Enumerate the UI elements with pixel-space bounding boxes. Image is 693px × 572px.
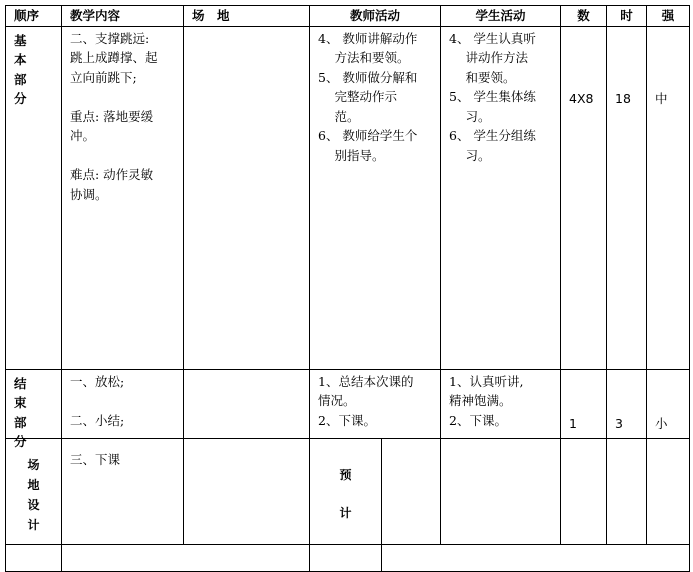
section-label-ending: 结 束 部 分 [6, 369, 62, 544]
pre-label: 预 计 [310, 439, 382, 572]
site-design-table [5, 438, 690, 572]
header-order: 顺序 [6, 6, 62, 27]
count-ending: 1 [561, 369, 607, 544]
header-teacher: 教师活动 [310, 6, 441, 27]
student-activity-basic: 4、 学生认真听 讲动作方法 和要领。 5、 学生集体练 习。 6、 学生分组练 习。 [441, 26, 561, 369]
pre-area [382, 439, 690, 572]
teacher-activity-ending: 1、总结本次课的 情况。 2、下课。 [310, 369, 441, 544]
site-design-row [6, 439, 690, 572]
site-design-label: 场 地 设 计 [6, 439, 62, 572]
header-intensity: 强 [647, 6, 690, 27]
time-ending: 3 [607, 369, 647, 544]
header-row [6, 6, 690, 27]
section-label-basic: 基 本 部 分 [6, 26, 62, 369]
content-basic: 二、支撑跳远: 跳上成蹲撑、起 立向前跳下; 重点: 落地要缓 冲。 难点: 动作灵敏 协调。 [62, 26, 184, 369]
intensity-ending: 小 [647, 369, 690, 544]
header-count: 数 [561, 6, 607, 27]
student-activity-ending: 1、认真听讲, 精神饱满。 2、下课。 [441, 369, 561, 544]
teacher-activity-basic: 4、 教师讲解动作 方法和要领。 5、 教师做分解和 完整动作示 范。 6、 教师给学生个 别指导。 [310, 26, 441, 369]
site-basic [184, 26, 310, 369]
count-basic: 4X8 [561, 26, 607, 369]
site-design-area [62, 439, 310, 572]
intensity-basic: 中 [647, 26, 690, 369]
header-content: 教学内容 [62, 6, 184, 27]
time-basic: 18 [607, 26, 647, 369]
table-row-basic [6, 26, 690, 369]
header-time: 时 [607, 6, 647, 27]
header-student: 学生活动 [441, 6, 561, 27]
content-ending: 一、放松; 二、小结; 三、下课 [62, 369, 184, 544]
header-site: 场 地 [184, 6, 310, 27]
